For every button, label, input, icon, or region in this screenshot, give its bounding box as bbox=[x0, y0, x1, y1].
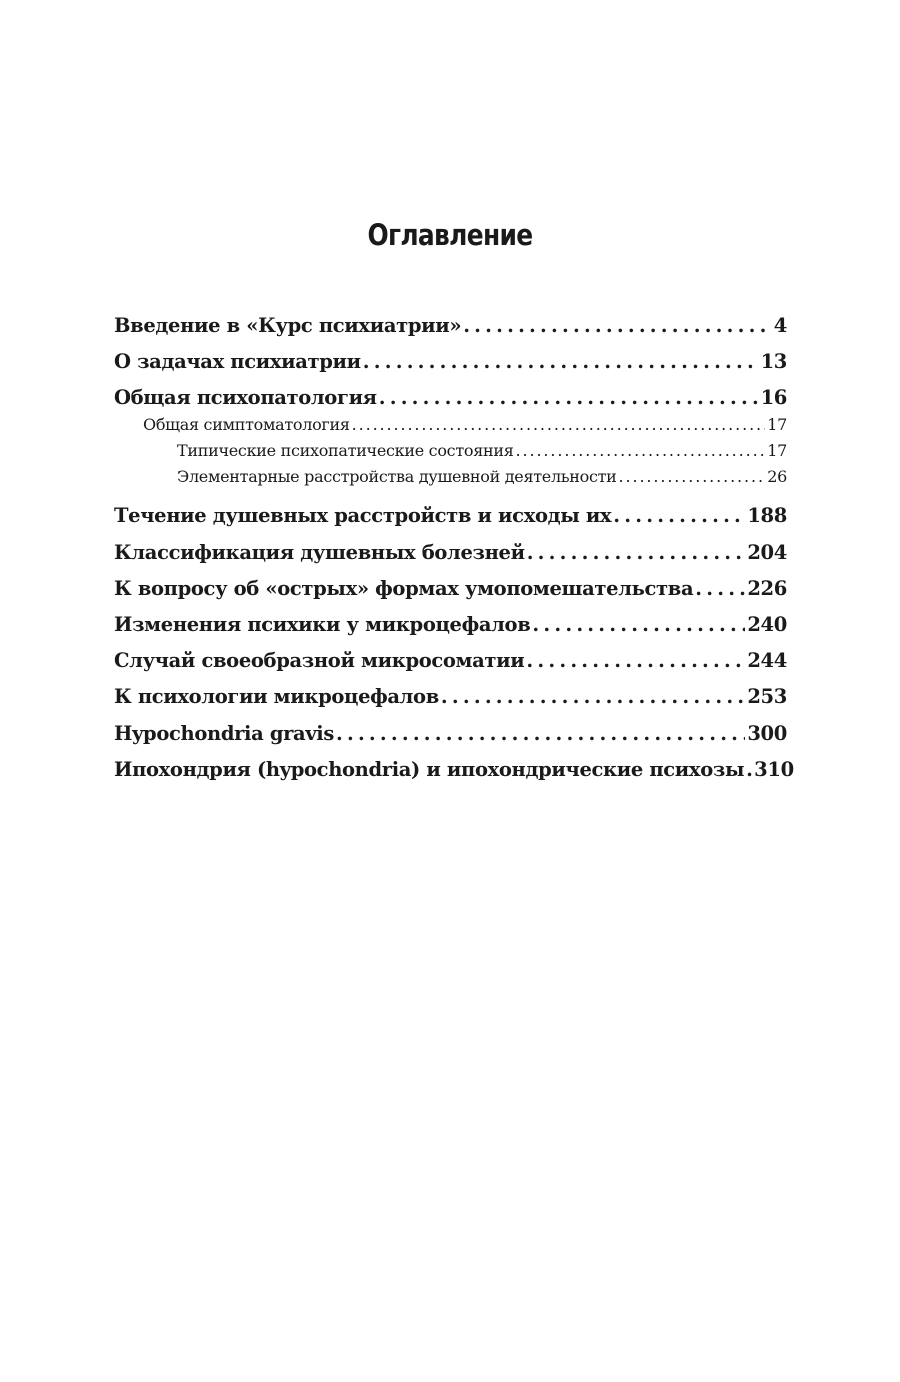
toc-entry-page: 13 bbox=[760, 350, 787, 374]
dot-leader bbox=[379, 384, 759, 412]
toc-entry-title: Введение в «Курс психиатрии» bbox=[114, 314, 462, 337]
table-of-contents bbox=[114, 312, 794, 792]
dot-leader bbox=[441, 683, 745, 711]
toc-entry bbox=[114, 312, 787, 348]
toc-entry-title: Течение душевных расстройств и исходы их bbox=[114, 504, 612, 528]
toc-entry-page: 204 bbox=[747, 540, 787, 564]
toc-subentry bbox=[114, 414, 787, 440]
dot-leader bbox=[619, 466, 766, 488]
toc-subsubentry bbox=[114, 440, 787, 466]
toc-entry-title: Классификация душевных болезней bbox=[114, 540, 525, 564]
dot-leader bbox=[516, 440, 766, 462]
dot-leader bbox=[527, 539, 746, 567]
toc-entry-page: 240 bbox=[747, 612, 787, 636]
toc-entry bbox=[114, 384, 787, 414]
toc-entry bbox=[114, 611, 787, 647]
toc-entry bbox=[114, 683, 787, 719]
toc-subsubentry-title: Типические психопатические состояния bbox=[177, 441, 514, 461]
dot-leader bbox=[695, 575, 745, 603]
dot-leader bbox=[463, 312, 772, 340]
toc-entry bbox=[114, 756, 794, 792]
toc-subsubentry-title: Элементарные расстройства душевной деятельности bbox=[177, 467, 617, 487]
dot-leader bbox=[352, 414, 766, 436]
toc-entry-title: Случай своеобразной микросоматии bbox=[114, 649, 525, 673]
dot-leader bbox=[613, 502, 745, 530]
toc-entry-page: 300 bbox=[747, 721, 787, 745]
toc-entry bbox=[114, 502, 787, 538]
toc-entry-title: Hypochondria gravis bbox=[114, 721, 334, 745]
toc-entry-page: 4 bbox=[773, 314, 787, 337]
toc-entry-title: Общая психопатология bbox=[114, 386, 377, 410]
toc-entry bbox=[114, 575, 787, 611]
toc-entry-page: 226 bbox=[747, 576, 787, 600]
toc-entry-title: К вопросу об «острых» формах умопомешательства bbox=[114, 576, 694, 600]
toc-entry-page: 310 bbox=[754, 757, 794, 781]
toc-entry-title: Ипохондрия (hypochondria) и ипохондрические психозы bbox=[114, 757, 745, 781]
toc-subentry-title: Общая симптоматология bbox=[143, 415, 350, 435]
toc-entry-title: К психологии микроцефалов bbox=[114, 685, 439, 709]
toc-subsubentry bbox=[114, 466, 787, 502]
dot-leader bbox=[746, 756, 752, 784]
toc-subentry-page: 17 bbox=[767, 415, 787, 435]
page-title: Оглавление bbox=[367, 218, 533, 252]
toc-subsubentry-page: 17 bbox=[767, 441, 787, 461]
toc-entry bbox=[114, 348, 787, 384]
toc-entry-title: О задачах психиатрии bbox=[114, 350, 361, 374]
toc-entry bbox=[114, 647, 787, 683]
toc-entry-page: 253 bbox=[747, 685, 787, 709]
dot-leader bbox=[363, 348, 759, 376]
toc-entry-page: 188 bbox=[747, 504, 787, 528]
toc-subsubentry-page: 26 bbox=[767, 467, 787, 487]
dot-leader bbox=[336, 720, 745, 748]
dot-leader bbox=[526, 647, 745, 675]
toc-entry bbox=[114, 720, 787, 756]
dot-leader bbox=[532, 611, 745, 639]
toc-entry-page: 16 bbox=[760, 386, 787, 410]
toc-entry-page: 244 bbox=[747, 649, 787, 673]
toc-entry-title: Изменения психики у микроцефалов bbox=[114, 612, 531, 636]
toc-entry bbox=[114, 539, 787, 575]
